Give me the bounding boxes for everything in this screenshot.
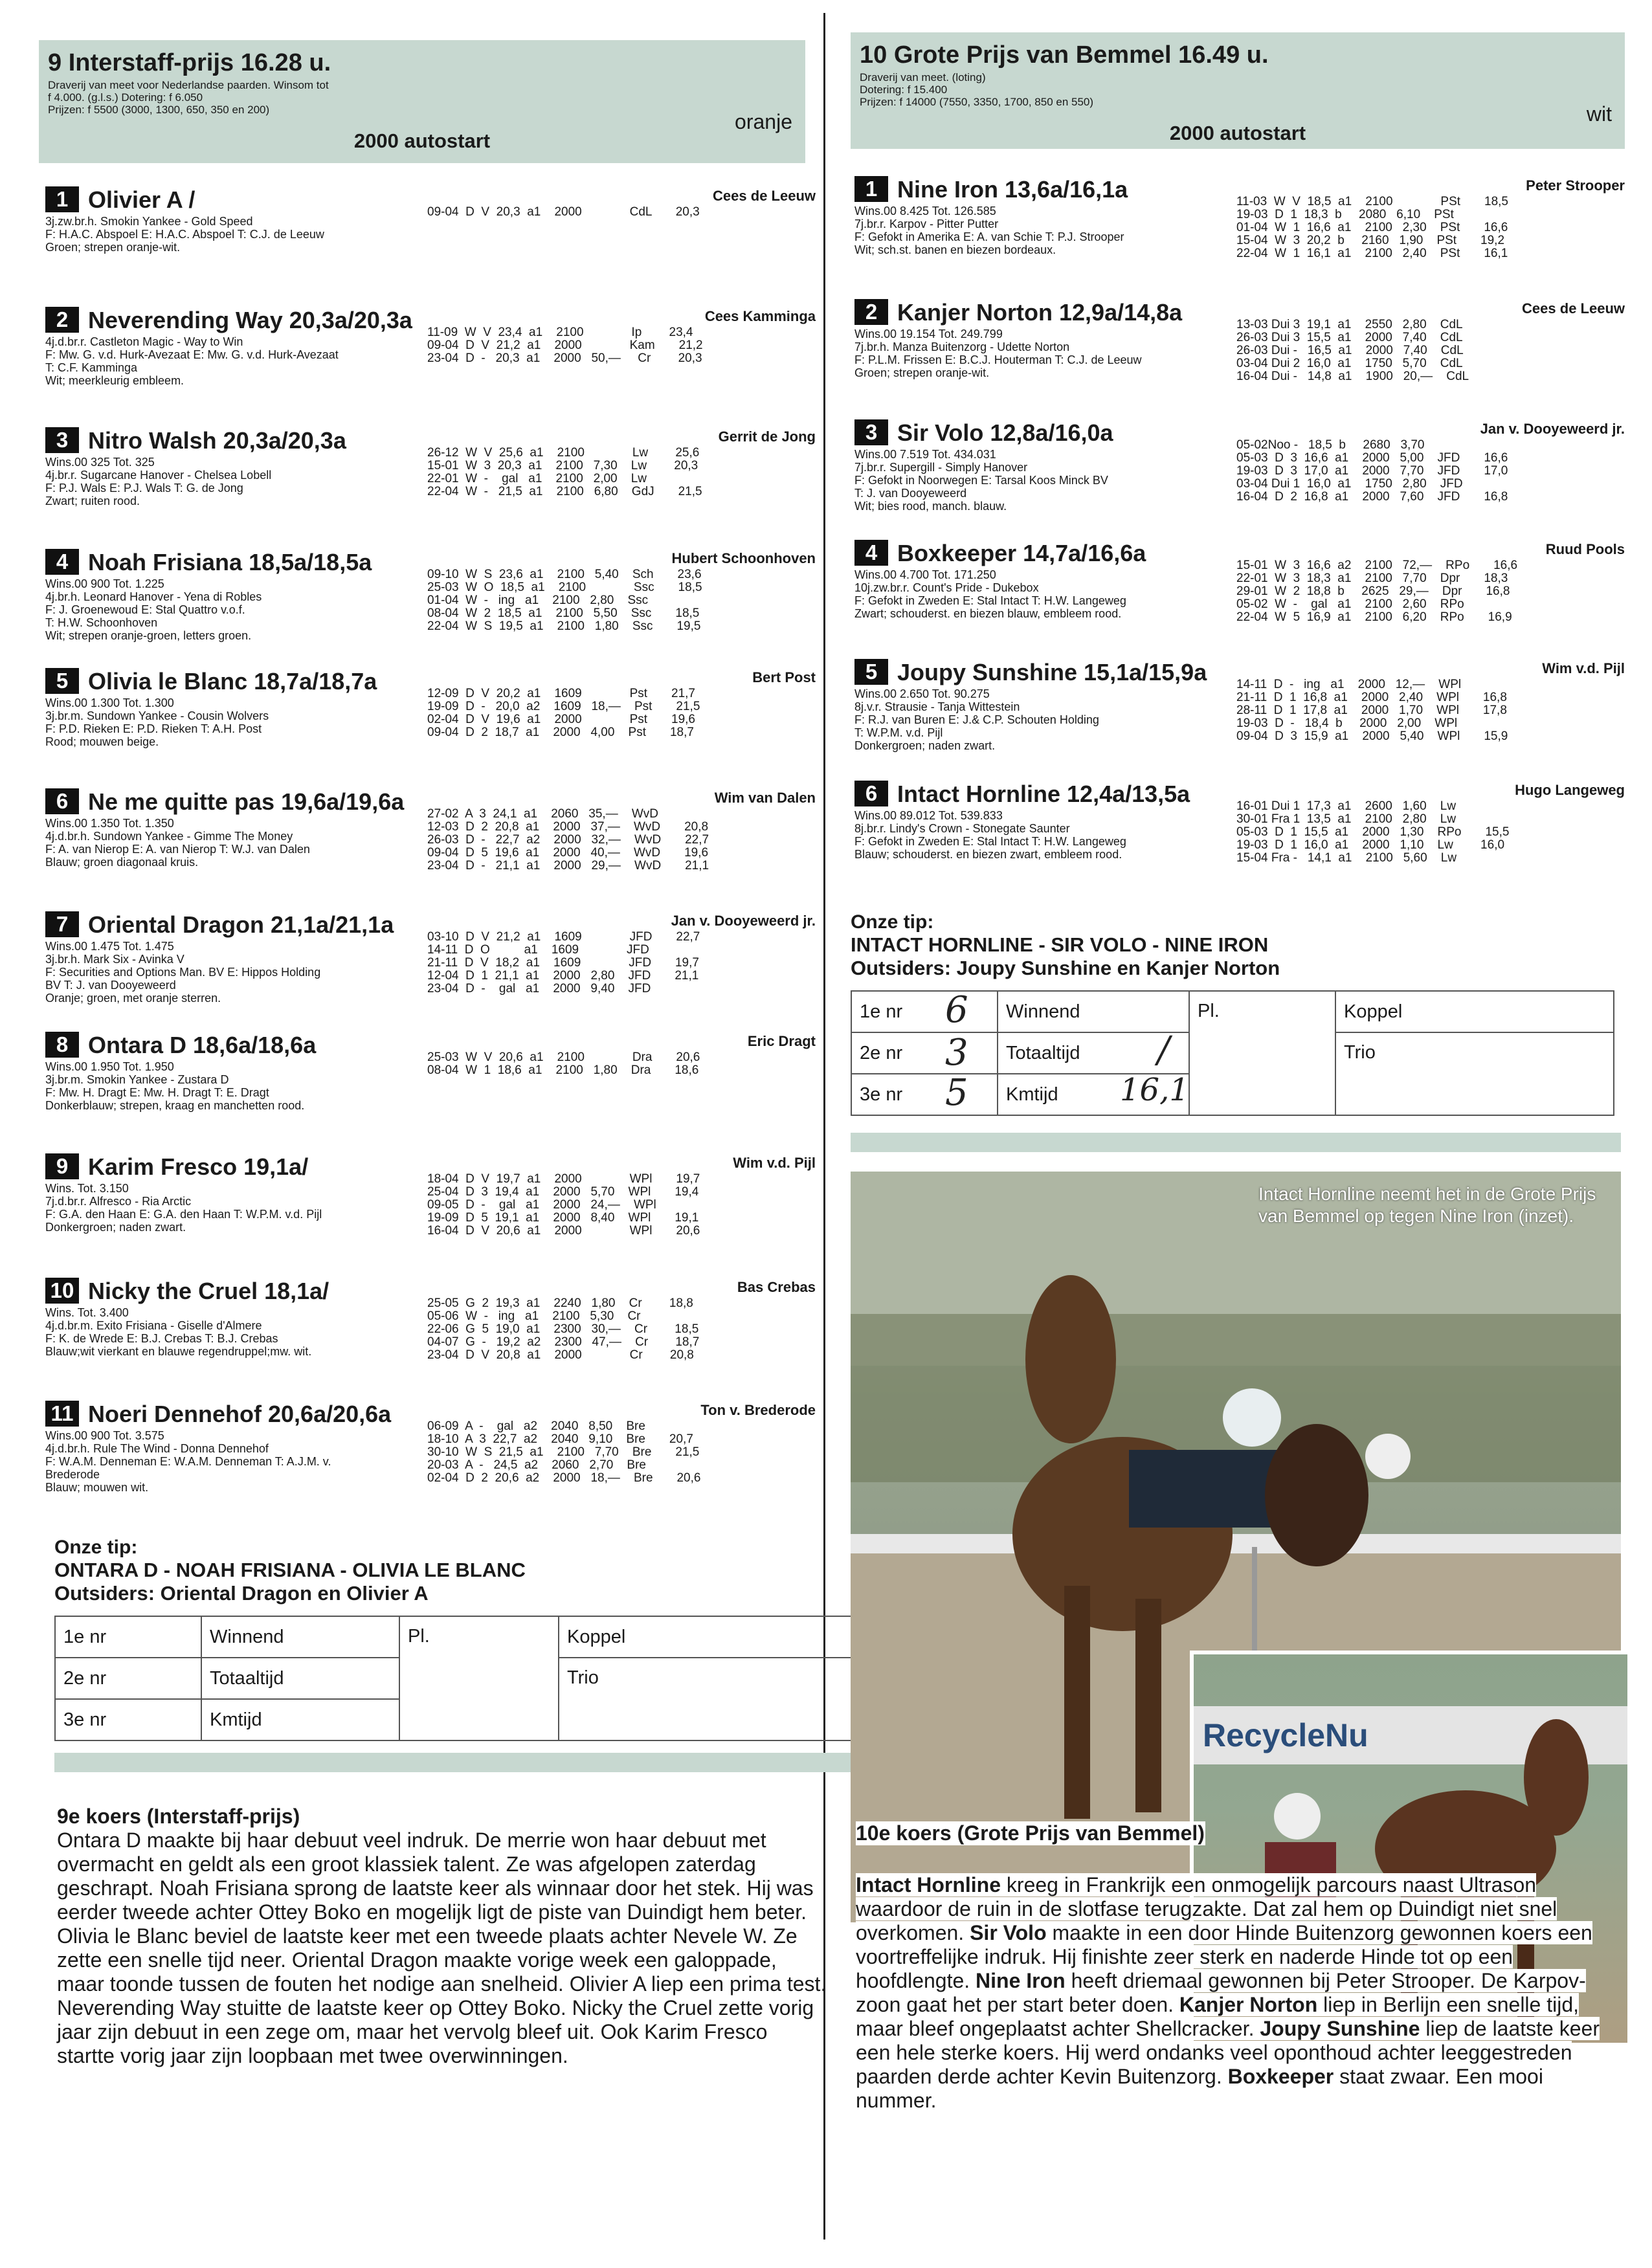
horse-info: 4j.d.br.r. Castleton Magic - Way to Win F: Mw. G. v.d. Hurk-Avezaat E: Mw. G. v.d. Hurk-Avezaat T: C.F. Kamminga Wit; meerkleurig embleem. — [45, 335, 339, 387]
horse-form: 15-01 W 3 16,6 a2 2100 72,— RPo 16,6 22-01 W 3 18,3 a1 2100 7,70 Dpr 18,3 29-01 W 2 18,8 b 2625 29,— Dpr 16,8 05-02 W - gal a1 2100 2,60 RPo 22-04 W 5 16,9 a1 2100 6,20 RPo 16,9 — [1236, 559, 1518, 624]
horse-name: Neverending Way 20,3a/20,3a — [88, 307, 412, 333]
driver-name: Hugo Langeweg — [1515, 782, 1625, 798]
recycle-sign: RecycleNu — [1203, 1717, 1368, 1753]
horse-info: 3j.zw.br.h. Smokin Yankee - Gold Speed F: H.A.C. Abspoel E: H.A.C. Abspoel T: C.J. de Leeuw Groen; strepen oranje-wit. — [45, 215, 324, 254]
horse-name: Kanjer Norton 12,9a/14,8a — [897, 299, 1183, 326]
entry-number: 4 — [45, 549, 79, 575]
horse-entry — [39, 1032, 816, 1129]
handwritten-km: 16,1 — [1120, 1072, 1189, 1108]
race9-article: 9e koers (Interstaff-prijs) Ontara D maakte bij haar debuut veel indruk. De merrie won haar debuut met overmacht en geldt als een groot klassiek talent. Ze was afgelopen zaterdag geschrapt. Noah Frisiana sprong de laatste keer als winnaar door het stek. Hij was eerder tweede achter Ottey Boko en mogelijk ligt de piste van Duindigt hem beter. Olivia le Blanc beviel de laatste keer met een tweede plaats achter Nevele W. Ze zette een snelle tijd neer. Oriental Dragon maakte vorige week een galoppade, maar toonde tussen de fouten het nodige aan snelheid. Olivier A liep een prima test. Neverending Way stuitte de laatste keer op Ottey Boko. Nicky the Cruel zette vorig jaar zijn debuut in een zege om, maar het vervolg bleef uit. Ook Karim Fresco startte vorig jaar zijn loopbaan met twee overwinningen. — [57, 1805, 827, 2067]
horse-name: Olivier A / — [88, 186, 195, 213]
horse-entry — [39, 307, 816, 404]
horse-info: Wins.00 4.700 Tot. 171.250 10j.zw.br.r. Count's Pride - Dukebox F: Gefokt in Zweden E: Stal Intact T: H.W. Langeweg Zwart; schouderst. en biezen blauw, embleem rood. — [854, 568, 1126, 620]
horse-info: Wins.00 1.475 Tot. 1.475 3j.br.h. Mark Six - Avinka V F: Securities and Options Man. BV E: Hippos Holding BV T: J. van Dooyeweerd Oranje; groen, met oranje sterren. — [45, 940, 321, 1005]
horse-form: 13-03 Dui 3 19,1 a1 2550 2,80 CdL 26-03 Dui 3 15,5 a1 2000 7,40 CdL 26-03 Dui - 16,5 a1 2000 7,40 CdL 03-04 Dui 2 16,0 a1 1750 5,70 CdL 16-04 Dui - 14,8 a1 1900 20,— CdL — [1236, 318, 1469, 383]
horse-info: Wins.00 2.650 Tot. 90.275 8j.v.r. Strausie - Tanja Wittestein F: R.J. van Buren E: J.& C.P. Schouten Holding T: W.P.M. v.d. Pijl Donkergroen; naden zwart. — [854, 687, 1099, 752]
horse-entry — [39, 1278, 816, 1375]
horse-name: Ontara D 18,6a/18,6a — [88, 1032, 317, 1058]
driver-name: Wim van Dalen — [714, 790, 816, 806]
entry-number: 4 — [854, 540, 888, 566]
horse-entry — [848, 781, 1625, 878]
entry-number: 10 — [45, 1278, 79, 1304]
race10-article: Intact Hornline kreeg in Frankrijk een onmogelijk parcours naast Ultrason waardoor de ruin in de slotfase terugzakte. Dat zal hem op Duindigt niet snel overkomen. Sir Volo maakte in een door Hinde Buitenzorg gewonnen koers een voortreffelijke indruk. Hij finishte zeer sterk en naderde Hinde tot op een hoofdlengte. Nine Iron heeft driemaal gewonnen bij Peter Strooper. De Karpov-zoon gaat het per start beter doen. Kanjer Norton liep in Berlijn een snelle tijd, maar bleef ongeplaatst achter Shellcracker. Joupy Sunshine liep de laatste keer een hele sterke koers. Hij werd ondanks veel oponthoud achter leeggestreden paarden derde achter Kevin Buitenzorg. Boxkeeper staat zwaar. Een mooi nummer. — [856, 1873, 1600, 2112]
entry-number: 6 — [45, 788, 79, 814]
horse-form: 09-04 D V 20,3 a1 2000 CdL 20,3 — [427, 205, 700, 219]
horse-form: 12-09 D V 20,2 a1 1609 Pst 21,7 19-09 D - 20,0 a2 1609 18,— Pst 21,5 02-04 D V 19,6 a1 2000 Pst 19,6 09-04 D 2 18,7 a1 2000 4,00 Pst 18,7 — [427, 687, 700, 739]
driver-name: Eric Dragt — [747, 1033, 816, 1049]
driver-name: Hubert Schoonhoven — [671, 550, 816, 566]
entry-number: 6 — [854, 781, 888, 806]
driver-name: Wim v.d. Pijl — [733, 1155, 816, 1171]
race10-description: Draverij van meet. (loting) Dotering: f 15.400 Prijzen: f 14000 (7550, 3350, 1700, 850 en 550) — [860, 71, 1094, 108]
race9-title: 9 Interstaff-prijs 16.28 u. — [48, 49, 331, 76]
race9-bet-table: 1e nr Winnend Pl. Koppel 2e nr Totaaltijd Trio 3e nr Kmtijd — [54, 1616, 853, 1741]
entry-number: 1 — [854, 176, 888, 202]
horse-info: Wins.00 1.300 Tot. 1.300 3j.br.m. Sundown Yankee - Cousin Wolvers F: P.D. Rieken E: P.D. Rieken T: A.H. Post Rood; mouwen beige. — [45, 696, 269, 748]
driver-name: Ruud Pools — [1545, 541, 1625, 557]
entry-number: 9 — [45, 1153, 79, 1179]
entry-number: 2 — [45, 307, 79, 333]
driver-name: Cees Kamminga — [704, 308, 816, 324]
horse-form: 18-04 D V 19,7 a1 2000 WPl 19,7 25-04 D 3 19,4 a1 2000 5,70 WPl 19,4 09-05 D - gal a1 2000 24,— WPl 19-09 D 5 19,1 a1 2000 8,40 WPl 19,1 16-04 D V 20,6 a1 2000 WPl 20,6 — [427, 1172, 700, 1238]
handwritten-third: 5 — [945, 1072, 968, 1114]
horse-form: 25-03 W V 20,6 a1 2100 Dra 20,6 08-04 W 1 18,6 a1 2100 1,80 Dra 18,6 — [427, 1051, 700, 1077]
entry-number: 2 — [854, 299, 888, 325]
horse-form: 05-02Noo - 18,5 b 2680 3,70 05-03 D 3 16,6 a1 2000 5,00 JFD 16,6 19-03 D 3 17,0 a1 2000 7,70 JFD 17,0 03-04 Dui 1 16,0 a1 1750 2,80 JFD 16-04 D 2 16,8 a1 2000 7,60 JFD 16,8 — [1236, 438, 1508, 504]
horse-entry — [39, 186, 816, 284]
driver-name: Ton v. Brederode — [700, 1402, 816, 1418]
race10-header — [851, 32, 1625, 149]
driver-name: Jan v. Dooyeweerd jr. — [1480, 421, 1625, 437]
horse-form: 27-02 A 3 24,1 a1 2060 35,— WvD 12-03 D 2 20,8 a1 2000 37,— WvD 20,8 26-03 D - 22,7 a2 2000 32,— WvD 22,7 09-04 D 5 19,6 a1 2000 40,— WvD 19,6 23-04 D - 21,1 a1 2000 29,— WvD 21,1 — [427, 807, 709, 873]
horse-name: Sir Volo 12,8a/16,0a — [897, 419, 1113, 446]
horse-info: Wins. Tot. 3.150 7j.d.br.r. Alfresco - Ria Arctic F: G.A. den Haan E: G.A. den Haan T: W.P.M. v.d. Pijl Donkergroen; naden zwart. — [45, 1182, 322, 1234]
race10-bet-table: 1e nr Winnend Pl. Koppel 2e nr Totaaltijd Trio 3e nr Kmtijd — [851, 990, 1614, 1116]
horse-entry — [848, 659, 1625, 756]
horse-form: 26-12 W V 25,6 a1 2100 Lw 25,6 15-01 W 3 20,3 a1 2100 7,30 Lw 20,3 22-01 W - gal a1 2100 2,00 Lw 22-04 W - 21,5 a1 2100 6,80 GdJ 21,5 — [427, 446, 702, 498]
race10-article-top: 10e koers (Grote Prijs van Bemmel) — [856, 1821, 1205, 1845]
race10-color: wit — [1586, 102, 1612, 126]
photo-caption: Intact Hornline neemt het in de Grote Prijs van Bemmel op tegen Nine Iron (inzet). — [1258, 1184, 1596, 1226]
driver-name: Peter Strooper — [1526, 177, 1625, 194]
entry-number: 8 — [45, 1032, 79, 1058]
horse-name: Boxkeeper 14,7a/16,6a — [897, 540, 1146, 566]
horse-info: Wins.00 900 Tot. 1.225 4j.br.h. Leonard Hanover - Yena di Robles F: J. Groenewoud E: Stal Quattro v.o.f. T: H.W. Schoonhoven Wit; strepen oranje-groen, letters groen. — [45, 577, 262, 642]
horse-name: Nine Iron 13,6a/16,1a — [897, 176, 1128, 203]
handwritten-second: 3 — [945, 1032, 968, 1074]
horse-entry — [39, 549, 816, 646]
horse-name: Ne me quitte pas 19,6a/19,6a — [88, 788, 405, 815]
race10-divider-bar — [851, 1133, 1621, 1152]
entry-number: 5 — [854, 659, 888, 685]
race10-tip: Onze tip: INTACT HORNLINE - SIR VOLO - NINE IRON Outsiders: Joupy Sunshine en Kanjer Norton — [851, 911, 1280, 979]
handwritten-first: 6 — [945, 989, 968, 1031]
driver-name: Cees de Leeuw — [713, 188, 816, 204]
entry-number: 5 — [45, 668, 79, 694]
horse-name: Nicky the Cruel 18,1a/ — [88, 1278, 329, 1304]
horse-info: Wins.00 900 Tot. 3.575 4j.d.br.h. Rule The Wind - Donna Dennehof F: W.A.M. Denneman E: W.A.M. Denneman T: A.J.M. v. Brederode Blauw; mouwen wit. — [45, 1429, 331, 1494]
horse-info: Wins.00 89.012 Tot. 539.833 8j.br.r. Lindy's Crown - Stonegate Saunter F: Gefokt in Zweden E: Stal Intact T: H.W. Langeweg Blauw; schouderst. en biezen zwart, embleem rood. — [854, 809, 1126, 861]
horse-form: 09-10 W S 23,6 a1 2100 5,40 Sch 23,6 25-03 W O 18,5 a1 2100 Ssc 18,5 01-04 W - ing a1 2100 2,80 Ssc 08-04 W 2 18,5 a1 2100 5,50 Ssc 18,5 22-04 W S 19,5 a1 2100 1,80 Ssc 19,5 — [427, 568, 702, 633]
driver-name: Bert Post — [752, 669, 816, 685]
horse-form: 06-09 A - gal a2 2040 8,50 Bre 18-10 A 3 22,7 a2 2040 9,10 Bre 20,7 30-10 W S 21,5 a1 2100 7,70 Bre 21,5 20-03 A - 24,5 a2 2060 2,70 Bre 02-04 D 2 20,6 a2 2000 18,— Bre 20,6 — [427, 1419, 701, 1485]
driver-name: Gerrit de Jong — [718, 428, 816, 445]
horse-name: Karim Fresco 19,1a/ — [88, 1153, 309, 1180]
horse-entry — [39, 911, 816, 1008]
entry-number: 1 — [45, 186, 79, 212]
driver-name: Cees de Leeuw — [1522, 300, 1625, 317]
horse-info: Wins. Tot. 3.400 4j.d.br.m. Exito Frisiana - Giselle d'Almere F: K. de Wrede E: B.J. Crebas T: B.J. Crebas Blauw;wit vierkant en blauwe regendruppel;mw. wit. — [45, 1306, 312, 1358]
race10-title: 10 Grote Prijs van Bemmel 16.49 u. — [860, 41, 1269, 69]
horse-entry — [39, 427, 816, 524]
horse-info: Wins.00 1.950 Tot. 1.950 3j.br.m. Smokin Yankee - Zustara D F: Mw. H. Dragt E: Mw. H. Dragt T: E. Dragt Donkerblauw; strepen, kraag en manchetten rood. — [45, 1060, 305, 1112]
driver-name: Wim v.d. Pijl — [1542, 660, 1625, 676]
race9-tip: Onze tip: ONTARA D - NOAH FRISIANA - OLIVIA LE BLANC Outsiders: Oriental Dragon en Olivier A — [54, 1537, 526, 1605]
race10-start: 2000 autostart — [1169, 122, 1306, 144]
horse-info: Wins.00 325 Tot. 325 4j.br.r. Sugarcane Hanover - Chelsea Lobell F: P.J. Wals E: P.J. Wals T: G. de Jong Zwart; ruiten rood. — [45, 456, 272, 507]
horse-name: Joupy Sunshine 15,1a/15,9a — [897, 659, 1207, 685]
horse-form: 25-05 G 2 19,3 a1 2240 1,80 Cr 18,8 05-06 W - ing a1 2100 5,30 Cr 22-06 G 5 19,0 a1 2300 30,— Cr 18,5 04-07 G - 19,2 a2 2300 47,— Cr 18,7 23-04 D V 20,8 a1 2000 Cr 20,8 — [427, 1296, 700, 1362]
horse-info: Wins.00 19.154 Tot. 249.799 7j.br.h. Manza Buitenzorg - Udette Norton F: P.L.M. Frissen E: B.C.J. Houterman T: C.J. de Leeuw Groen; strepen oranje-wit. — [854, 328, 1142, 379]
horse-info: Wins.00 1.350 Tot. 1.350 4j.d.br.h. Sundown Yankee - Gimme The Money F: A. van Nierop E: A. van Nierop T: W.J. van Dalen Blauw; groen diagonaal kruis. — [45, 817, 310, 869]
horse-name: Oriental Dragon 21,1a/21,1a — [88, 911, 394, 938]
entry-number: 11 — [45, 1401, 79, 1427]
horse-form: 14-11 D - ing a1 2000 12,— WPl 21-11 D 1 16,8 a1 2000 2,40 WPl 16,8 28-11 D 1 17,8 a1 2000 1,70 WPl 17,8 19-03 D - 18,4 b 2000 2,00 WPl 09-04 D 3 15,9 a1 2000 5,40 WPl 15,9 — [1236, 678, 1508, 743]
race9-divider-bar — [54, 1753, 853, 1772]
horse-entry — [848, 540, 1625, 637]
horse-form: 11-03 W V 18,5 a1 2100 PSt 18,5 19-03 D 1 18,3 b 2080 6,10 PSt 01-04 W 1 16,6 a1 2100 2,30 PSt 16,6 15-04 W 3 20,2 b 2160 1,90 PSt 19,2 22-04 W 1 16,1 a1 2100 2,40 PSt 16,1 — [1236, 195, 1508, 260]
driver-name: Bas Crebas — [737, 1279, 816, 1295]
entry-number: 3 — [854, 419, 888, 445]
horse-entry — [848, 176, 1625, 273]
horse-entry — [39, 1153, 816, 1251]
horse-name: Noeri Dennehof 20,6a/20,6a — [88, 1401, 392, 1427]
horse-entry — [39, 788, 816, 885]
horse-form: 03-10 D V 21,2 a1 1609 JFD 22,7 14-11 D O a1 1609 JFD 21-11 D V 18,2 a1 1609 JFD 19,7 12-04 D 1 21,1 a1 2000 2,80 JFD 21,1 23-04 D - gal a1 2000 9,40 JFD — [427, 930, 700, 995]
handwritten-mark: / — [1157, 1029, 1170, 1071]
horse-name: Intact Hornline 12,4a/13,5a — [897, 781, 1190, 807]
race9-start: 2000 autostart — [353, 129, 491, 152]
horse-name: Olivia le Blanc 18,7a/18,7a — [88, 668, 377, 695]
horse-name: Nitro Walsh 20,3a/20,3a — [88, 427, 346, 454]
horse-form: 11-09 W V 23,4 a1 2100 Ip 23,4 09-04 D V 21,2 a1 2000 Kam 21,2 23-04 D - 20,3 a1 2000 50,— Cr 20,3 — [427, 326, 703, 365]
horse-info: Wins.00 8.425 Tot. 126.585 7j.br.r. Karpov - Pitter Putter F: Gefokt in Amerika E: A. van Schie T: P.J. Strooper Wit; sch.st. banen en biezen bordeaux. — [854, 205, 1124, 256]
race9-header — [39, 40, 805, 163]
horse-name: Noah Frisiana 18,5a/18,5a — [88, 549, 372, 575]
horse-entry — [848, 419, 1625, 517]
horse-info: Wins.00 7.519 Tot. 434.031 7j.br.r. Supergill - Simply Hanover F: Gefokt in Noorwegen E: Tarsal Koos Minck BV T: J. van Dooyeweerd Wit; bies rood, manch. blauw. — [854, 448, 1108, 513]
horse-entry — [39, 668, 816, 765]
entry-number: 7 — [45, 911, 79, 937]
entry-number: 3 — [45, 427, 79, 453]
horse-entry — [39, 1401, 816, 1498]
driver-name: Jan v. Dooyeweerd jr. — [671, 913, 816, 929]
race9-description: Draverij van meet voor Nederlandse paarden. Winsom tot f 4.000. (g.l.s.) Dotering: f 6.050 Prijzen: f 5500 (3000, 1300, 650, 350 en 200) — [48, 79, 329, 116]
horse-form: 16-01 Dui 1 17,3 a1 2600 1,60 Lw 30-01 Fra 1 13,5 a1 2100 2,80 Lw 05-03 D 1 15,5 a1 2000 1,30 RPo 15,5 19-03 D 1 16,0 a1 2000 1,10 Lw 16,0 15-04 Fra - 14,1 a1 2100 5,60 Lw — [1236, 799, 1510, 865]
horse-entry — [848, 299, 1625, 396]
race9-color: oranje — [735, 110, 792, 133]
